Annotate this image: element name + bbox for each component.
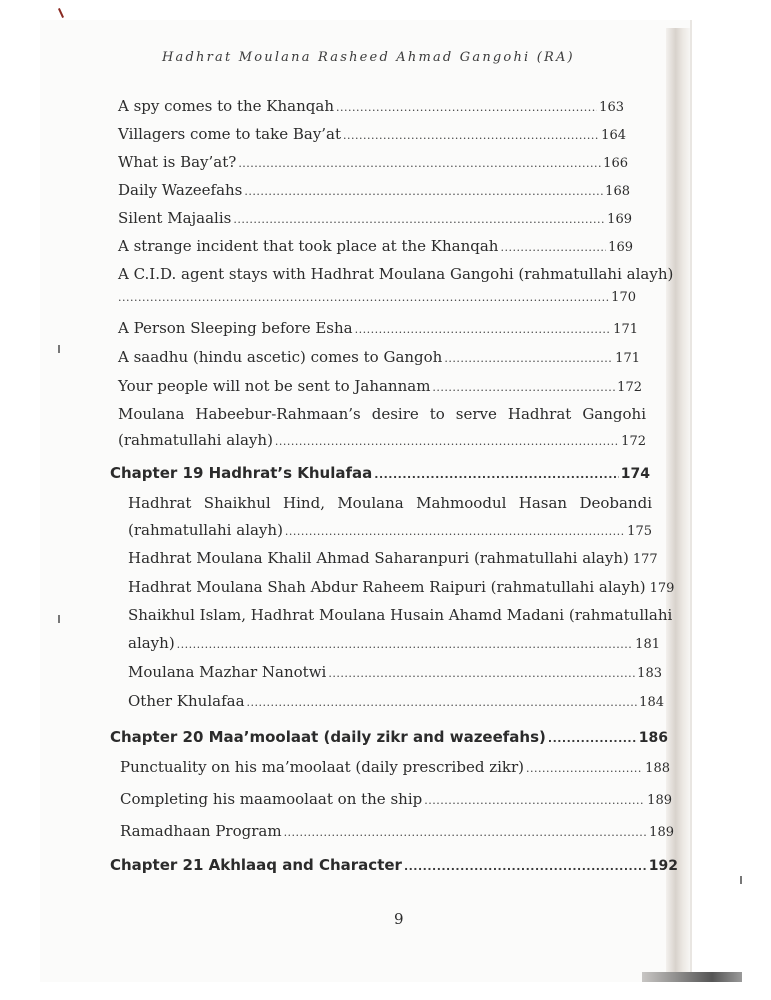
toc-entry-title: What is Bay’at? [118,153,237,171]
toc-entry-title: Daily Wazeefahs [118,181,243,199]
toc-entry-title: Villagers come to take Bay’at [118,125,342,143]
toc-entry-title: Silent Majaalis [118,209,232,227]
toc-entry[interactable] [118,125,626,143]
leader-dots [343,129,599,142]
leader-dots [336,101,597,114]
toc-entry-title[interactable] [128,494,652,512]
toc-entry-title: Punctuality on his ma’moolaat (daily prescribed zikr) [120,758,525,776]
word: Shaikhul [203,494,271,512]
leader-dots [328,667,635,680]
toc-entry-title: A strange incident that took place at the Khanqah [118,237,499,255]
toc-entry[interactable] [118,319,638,337]
leader-dots [404,860,647,873]
toc-entry-page: 189 [649,825,674,840]
toc-entry[interactable] [118,209,632,227]
leader-dots [500,241,606,254]
toc-entry[interactable] [128,663,662,681]
toc-entry-page: 164 [601,128,626,143]
toc-entry-title[interactable] [118,405,646,423]
word: Hind, [283,494,325,512]
leader-dots [247,696,638,709]
toc-entry-page: 183 [637,666,662,681]
toc-entry-page: 169 [608,240,633,255]
toc-entry-page: 188 [645,761,670,776]
word: Gangohi [582,405,646,423]
toc-entry-title: Completing his maamoolaat on the ship [120,790,423,808]
chapter-page: 174 [620,466,650,482]
leader-dots [233,213,605,226]
toc-entry-page: 179 [649,581,675,596]
toc-entry[interactable] [128,692,664,710]
leader-dots [444,352,613,365]
toc-entry[interactable] [118,348,640,366]
leader-dots [374,468,619,481]
toc-entry[interactable] [118,181,630,199]
leader-dots [177,638,634,651]
leader-dots [424,794,645,807]
leader-dots [244,185,603,198]
word: to [429,405,445,423]
word: Mahmoodul [416,494,507,512]
toc-entry-page: 171 [613,322,638,337]
toc-entry-title[interactable]: A C.I.D. agent stays with Hadhrat Moulana Gangohi (rahmatullahi alayh) [118,265,674,283]
toc-entry[interactable] [120,822,674,840]
toc-entry[interactable] [118,153,628,171]
toc-entry-page: 169 [607,212,632,227]
toc-chapter-21[interactable] [110,856,678,874]
word: Deobandi [579,494,652,512]
toc-entry-title: Moulana Mazhar Nanotwi [128,663,327,681]
toc-entry-page: 163 [599,100,624,115]
toc-entry-title: Hadhrat Moulana Khalil Ahmad Saharanpuri (rahmatullahi alayh) [128,549,629,567]
chapter-title: Chapter 19 Hadhrat’s Khulafaa [110,464,373,482]
leader-dots [548,732,637,745]
chapter-title: Chapter 21 Akhlaaq and Character [110,856,402,874]
toc-entry-title[interactable]: Shaikhul Islam, Hadhrat Moulana Husain Ahamd Madani (rahmatullahi [128,606,673,624]
toc-entry[interactable] [120,790,672,808]
page-number: 9 [394,910,404,928]
toc-entry-page: 181 [635,637,660,652]
running-head: Hadhrat Moulana Rasheed Ahmad Gangohi (RA) [162,50,575,65]
toc-entry-page: 170 [611,290,636,305]
leader-dots [275,435,619,448]
toc-entry-page: 172 [617,380,642,395]
word: serve [455,405,497,423]
word: Habeebur-Rahmaan’s [195,405,361,423]
word: desire [371,405,419,423]
toc-entry-title: A Person Sleeping before Esha [118,319,353,337]
toc-entry-title: Other Khulafaa [128,692,245,710]
toc-entry-title: Hadhrat Moulana Shah Abdur Raheem Raipuri (rahmatullahi alayh) [128,578,646,596]
toc-entry-title: A spy comes to the Khanqah [118,97,334,115]
toc-entry[interactable] [128,549,656,567]
leader-dots [238,157,601,170]
word: Moulana [118,405,185,423]
toc-entry[interactable] [118,431,646,449]
toc-entry[interactable] [128,578,675,596]
toc-entry[interactable] [118,97,624,115]
toc-entry-title: A saadhu (hindu ascetic) comes to Gangoh [118,348,443,366]
leader-dots [285,525,625,538]
toc-entry-page: 175 [627,524,652,539]
toc-entry[interactable] [118,290,636,305]
leader-dots [355,323,612,336]
chapter-page: 192 [648,858,678,874]
leader-dots [284,826,648,839]
toc-entry-title-continued: alayh) [128,634,175,652]
word: Hadhrat [507,405,572,423]
word: Hadhrat [128,494,192,512]
chapter-page: 186 [638,730,668,746]
toc-entry[interactable] [118,237,633,255]
leader-dots [526,762,643,775]
toc-entry[interactable] [128,634,660,652]
word: Hasan [518,494,568,512]
word: Moulana [337,494,404,512]
toc-entry-page: 184 [639,695,664,710]
toc-entry-title: Ramadhaan Program [120,822,282,840]
toc-entry-page: 177 [632,552,658,567]
toc-entry-page: 172 [621,434,646,449]
toc-entry-page: 168 [605,184,630,199]
toc-entry-page: 166 [603,156,628,171]
chapter-title: Chapter 20 Maa’moolaat (daily zikr and wazeefahs) [110,728,546,746]
toc-chapter-20[interactable] [110,728,668,746]
leader-dots [118,291,609,304]
toc-entry-title-continued: (rahmatullahi alayh) [128,521,283,539]
toc-entry-title: Your people will not be sent to Jahannam [118,377,431,395]
toc-chapter-19[interactable] [110,464,650,482]
toc-entry[interactable] [120,758,670,776]
leader-dots [432,381,615,394]
toc-entry[interactable] [128,521,652,539]
toc-entry-page: 171 [615,351,640,366]
toc-entry[interactable] [118,377,642,395]
toc-entry-page: 189 [647,793,672,808]
toc-entry-title-continued: (rahmatullahi alayh) [118,431,273,449]
